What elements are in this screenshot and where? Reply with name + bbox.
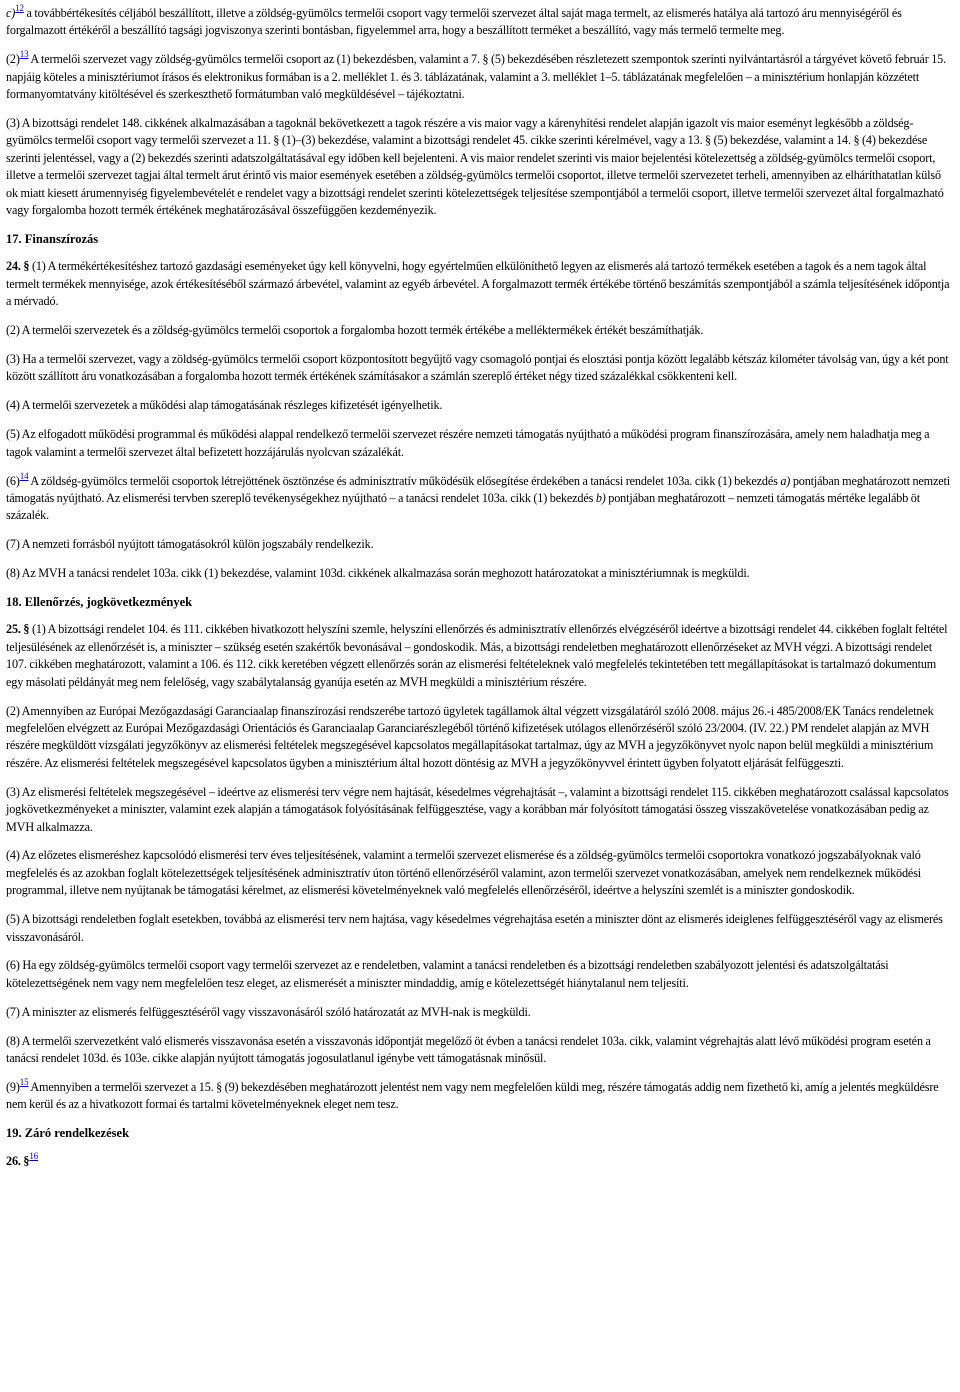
point-label: a) [780, 473, 791, 488]
paragraph-text: pontjában meghatározott nemzeti támogatás nyújtható. Az elismerési tervben szereplő tevékenységekhez nyújtható – a tanácsi rendelet 103a. cikk (1) bekezdés [6, 473, 950, 505]
paragraph-24-6 [6, 470, 954, 525]
point-label: c) [6, 6, 16, 20]
paragraph-25-9 [6, 1079, 954, 1114]
footnote-link-15[interactable]: 15 [19, 1077, 29, 1087]
paragraph-24-5: (5) Az elfogadott működési programmal és működési alappal rendelkező termelői szervezet részére nemzeti támogatás nyújtható a működési program finanszírozására, amely nem haladhatja meg a tagok valamint a termelői szervezet által befizetett hozzájárulás nyolcvan százalékát. [6, 427, 930, 459]
section-heading-17: 17. Finanszírozás [6, 231, 99, 246]
paragraph-text: pontjában meghatározott – nemzeti támogatás mértéke legalább öt százalék. [6, 490, 920, 523]
footnote-link-13[interactable]: 13 [19, 49, 29, 60]
section-heading-18: 18. Ellenőrzés, jogkövetkezmények [6, 595, 193, 610]
paragraph-c [6, 5, 954, 40]
paragraph-text: A termelői szervezet vagy zöldség-gyümölcs termelői csoport az (1) bekezdésben, valamint a 7. § (5) bekezdésében részletezett szempontok szerinti nyilvántartásról a tárgyévet követő február 15. napjáig köteles a minisztériumot írásos és elektronikus formában is a 2. melléklet 1. és 3. táblázatának, valamint a 3. melléklet 1–5. táblázatának megfelelően – a minisztérium honlapján közzétett formanyomtatvány kitöltésével és szerkeszthető formátumban való megküldésével – tájékoztatni. [6, 52, 946, 102]
paragraph-number: (2) [6, 52, 20, 67]
paragraph-24-3: (3) Ha a termelői szervezet, vagy a zöldség-gyümölcs termelői csoport központosított begyűjtő vagy csomagoló pontjai és elosztási pontja között legalább kétszáz kilométer távolság van, úgy a két pont között szállított áru vonatkozásában a forgalomba hozott termék értékének számításakor a számlán szereplő értéket négy tized százalékkal csökkenteni kell. [6, 352, 949, 384]
footnote-link-12[interactable]: 12 [15, 3, 24, 13]
section-number: 26. § [6, 1153, 30, 1168]
section-number: 24. § [6, 259, 30, 274]
paragraph-number: (9) [6, 1080, 20, 1094]
footnote-ref [15, 3, 24, 13]
footnote-link-14[interactable]: 14 [19, 470, 29, 481]
paragraph-text: a továbbértékesítés céljából beszállított, illetve a zöldség-gyümölcs termelői csoport vagy termelői szervezet által saját maga termelt, az elismerés hatálya alá tartozó áru mennyiségéről és forgalmazott értékéről a beszállító tagsági jogviszonya szerinti bontásban, figyelemmel arra, hogy a beszállított terméket a beszállító, vagy más termelő termelte meg. [6, 6, 902, 38]
paragraph-number: (6) [6, 473, 20, 488]
paragraph-24-8: (8) Az MVH a tanácsi rendelet 103a. cikk (1) bekezdése, valamint 103d. cikkének alkalmazása során meghozott határozatokat a minisztériumnak is megküldi. [6, 566, 750, 581]
paragraph-text: A zöldség-gyümölcs termelői csoportok létrejöttének ösztönzése és adminisztratív működésük elősegítése érdekében a tanácsi rendelet 103a. cikk (1) bekezdés [30, 473, 778, 488]
paragraph-24-7: (7) A nemzeti forrásból nyújtott támogatásokról külön jogszabály rendelkezik. [6, 537, 374, 552]
paragraph-text: (1) A bizottsági rendelet 104. és 111. cikkében hivatkozott helyszíni szemle, helyszíni ellenőrzés és adminisztratív ellenőrzés elvégzéséről ideértve a bizottsági rendelet 44. cikkében foglalt feltétel teljesülésének az ellenőrzését is, a miniszter – szükség esetén szakértők bevonásával – gondoskodik. Más, a bizottsági rendeletben meghatározott ellenőrzéseket az MVH végzi. A bizottsági rendelet 107. cikkében meghatározott, valamint a 106. és 112. cikk keretében végzett ellenőrzés során az elismerési feltételeknek való megfelelés tekintetében tett megállapításokat is tartalmazó dokumentum egy másolati példányát meg nem felelőség, vagy szabálytalanság gyanúja esetén az MVH megküldi a minisztérium részére. [6, 622, 948, 689]
paragraph-25-5: (5) A bizottsági rendeletben foglalt esetekben, továbbá az elismerési terv nem hajtása, vagy késedelmes végrehajtása esetén a miniszter dönt az elismerés ideiglenes felfüggesztéséről vagy az elismerés visszavonásáról. [6, 912, 943, 944]
point-label: b) [595, 490, 606, 505]
section-number: 25. § [6, 622, 30, 637]
paragraph-text: Amennyiben a termelői szervezet a 15. § (9) bekezdésében meghatározott jelentést nem vagy nem megfelelően küldi meg, részére támogatás addig nem fizethető ki, amíg a jelentés megküldésre nem kerül és az a hivatkozott formai és tartalmi követelményeknek eleget nem tesz. [6, 1080, 939, 1112]
paragraph-25-7: (7) A miniszter az elismerés felfüggesztéséről vagy visszavonásáról szóló határozatát az MVH-nak is megküldi. [6, 1004, 531, 1019]
paragraph-24-1 [6, 258, 954, 310]
paragraph-25-8: (8) A termelői szervezetként való elismerés visszavonása esetén a visszavonás időpontját megelőző öt évben a tanácsi rendelet 103a. cikk, valamint végrehajtás alatt lévő működési program esetén a tanácsi rendelet 103d. és 103e. cikke alapján nyújtott támogatás jogosulatlanul igénybe vett támogatásnak minősül. [6, 1033, 931, 1066]
paragraph-25-4: (4) Az előzetes elismeréshez kapcsolódó elismerési terv éves teljesítésének, valamint a termelői szervezet elismerése és a zöldség-gyümölcs termelői csoportokra vonatkozó jogszabályoknak való megfelelés és az azokban foglalt kötelezettségek teljesítésének adminisztratív úton történő ellenőrzéséről valamint, azon termelői szervezet vonatkozásában, amelyek nem rendelkeznek működési programmal, illetve nem nyújtanak be támogatási kérelmet, az elismerési követelményeknek való megfelelés ellenőrzéséről, ideértve a helyszíni szemlét is a miniszter gondoskodik. [6, 848, 922, 898]
paragraph-24-2: (2) A termelői szervezetek és a zöldség-gyümölcs termelői csoportok a forgalomba hozott termék értékébe a melléktermékek értékét beszámíthatják. [6, 323, 704, 338]
paragraph-25-2: (2) Amennyiben az Európai Mezőgazdasági Garanciaalap finanszírozási rendszerébe tartozó ügyletek tagállamok által végzett vizsgálatáról szóló 2008. május 26.-i 485/2008/EK Tanács rendeletnek megfelelően elvégzett az Európai Mezőgazdasági Orientációs és Garanciaalap Garanciarészlegéből történő kifizetések utólagos ellenőrzéséről szóló 23/2004. (IV. 22.) PM rendelet alapján az MVH részére megküldött vizsgálati jegyzőkönyv az elismerési feltételek megszegésével kapcsolatos megállapításokat tartalmaz, úgy az MVH a jegyzőkönyvet nyolc napon belül megküldi a minisztérium részére. Az elismerési feltételek megszegésével kapcsolatos ügyben a minisztérium által hozott döntésig az MVH a jegyzőkönyvvel érintett ügyben folyatott eljárását felfüggeszti. [6, 703, 934, 770]
paragraph-26 [6, 1150, 954, 1170]
paragraph-25-1 [6, 621, 954, 691]
paragraph-25-6: (6) Ha egy zöldség-gyümölcs termelői csoport vagy termelői szervezet az e rendeletben, valamint a tanácsi rendeletben és a bizottsági rendeletben szabályozott jelentési és adatszolgáltatási kötelezettségének nem vagy nem megfelelően tesz eleget, az elismerését a miniszter mindaddig, amíg e kötelezettségét hiánytalanul nem teljesíti. [6, 958, 889, 990]
footnote-ref [29, 1151, 38, 1161]
footnote-ref [20, 49, 29, 59]
section-heading-19: 19. Záró rendelkezések [6, 1126, 130, 1141]
paragraph-23-2 [6, 51, 954, 103]
paragraph-24-4: (4) A termelői szervezetek a működési alap támogatásának részleges kifizetését igényelhetik. [6, 398, 443, 413]
paragraph-text: (1) A termékértékesítéshez tartozó gazdasági eseményeket úgy kell könyvelni, hogy egyértelműen elkülöníthető legyen az elismerés alá tartozó termékek esetében a tagok és a nem tagok által termelt termékek mennyisége, azok értékesítéséből származó árbevétel, valamint az egyéb árbevétel. A forgalmazott termék értékébe történő beszámítás szempontjából a számla teljesítésének időpontja a mérvadó. [6, 259, 950, 309]
footnote-ref [20, 1077, 29, 1087]
footnote-ref [20, 471, 29, 481]
paragraph-23-3: (3) A bizottsági rendelet 148. cikkének alkalmazásában a tagoknál bekövetkezett a tagok részére a vis maior vagy a kárenyhítési rendelet alapján igazolt vis maior eseményt legkésőbb a zöldség-gyümölcs termelői csoport vagy termelői szervezet a 11. § (1)–(3) bekezdése, valamint a bizottsági rendelet 45. cikke szerinti kérelmével, vagy a 13. § (5) bekezdése, valamint a 14. § (4) bekezdése szerinti jelentéssel, vagy a (2) bekezdés szerinti adatszolgáltatásával egy időben kell bejelenteni. A vis maior rendelet szerinti vis maior bejelentési kötelezettség a zöldség-gyümölcs termelői csoport, illetve a termelői szervezet tagjai által termelt árut érintő vis maior események esetében a zöldség-gyümölcs termelői csoportot, illetve termelői szervezetet terheli, amennyiben az elháríthatatlan külső ok miatt kiesett árumennyiség figyelembevételét e rendelet vagy a bizottsági rendelet szerinti kötelezettségek teljesítése szempontjából a termelői csoport, illetve termelői szervezet által forgalmazható vagy forgalomba hozott termék értékének meghatározásával összefüggően kezdeményezik. [6, 116, 944, 218]
footnote-link-16[interactable]: 16 [29, 1150, 39, 1161]
paragraph-25-3: (3) Az elismerési feltételek megszegésével – ideértve az elismerési terv végre nem hajtását, késedelmes végrehajtását –, valamint a bizottsági rendelet 115. cikkében meghatározott csalással kapcsolatos jogkövetkezményeket a miniszter, valamint ezek alapján a támogatások folyósításának felfüggesztése, vagy a korábban már folyósított támogatási összeg visszakövetelése vonatkozásában pedig az MVH alkalmazza. [6, 784, 949, 834]
